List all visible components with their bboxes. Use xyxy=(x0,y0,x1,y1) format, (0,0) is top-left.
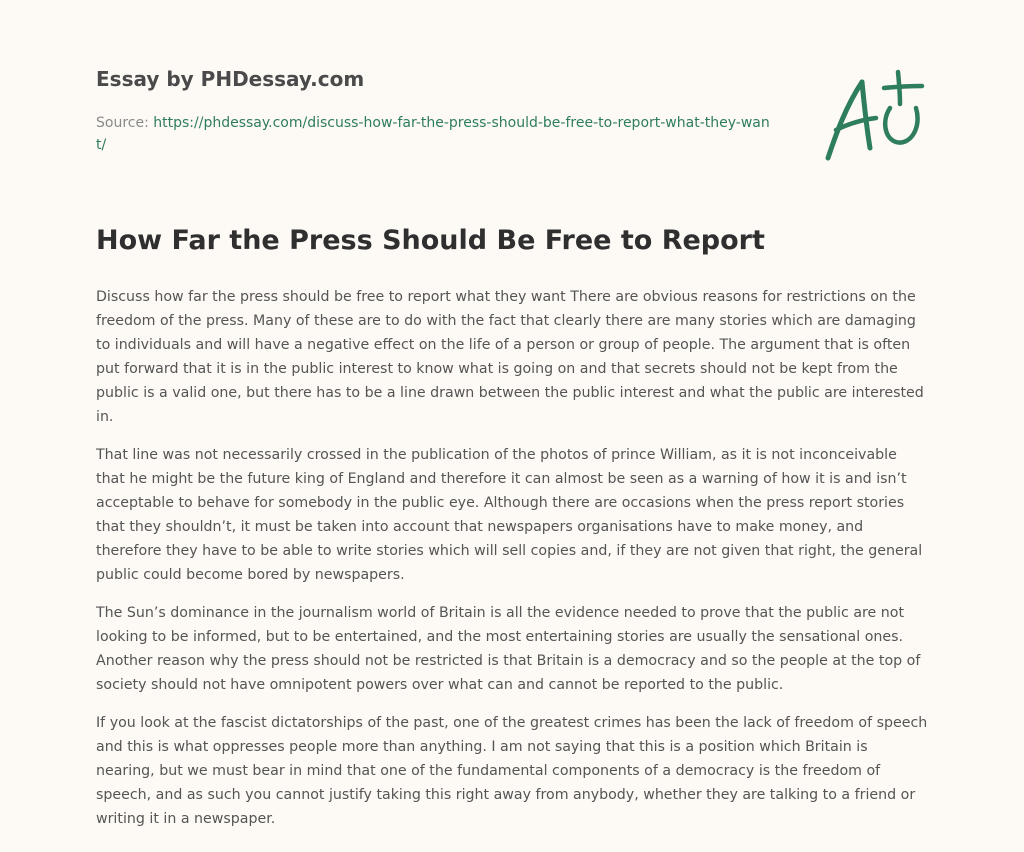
a-plus-logo-icon xyxy=(822,68,926,164)
paragraph: If you look at the fascist dictatorships of the past, one of the greatest crimes has been the lack of freedom of speech and this is what oppresses people more than anything. I am not saying that this is a position which Britain is nearing, but we must bear in mind that one of the fundamental components of a democracy is the freedom of speech, and as such you cannot justify taking this right away from anybody, whether they are talking to a friend or writing it in a newspaper. xyxy=(96,715,928,827)
source-link[interactable]: https://phdessay.com/discuss-how-far-the-press-should-be-free-to-report-what-they-want/ xyxy=(96,115,770,153)
source-line xyxy=(96,112,776,156)
article-title: How Far the Press Should Be Free to Report xyxy=(96,225,765,256)
paragraph: The Sun’s dominance in the journalism world of Britain is all the evidence needed to prove that the public are not looking to be informed, but to be entertained, and the most entertaining stories are usually the sensational ones. Another reason why the press should not be restricted is that Britain is a democracy and so the people at the top of society should not have omnipotent powers over what can and cannot be reported to the public. xyxy=(96,605,921,693)
source-label: Source: xyxy=(96,115,149,131)
paragraph: Discuss how far the press should be free to report what they want There are obvious reasons for restrictions on the freedom of the press. Many of these are to do with the fact that clearly there are many stories which are damaging to individuals and will have a negative effect on the life of a person or group of people. The argument that is often put forward that it is in the public interest to know what is going on and that secrets should not be kept from the public is a valid one, but there has to be a line drawn between the public interest and what the public are interested in. xyxy=(96,289,924,425)
brand-heading: Essay by PHDessay.com xyxy=(96,67,365,91)
paragraph: That line was not necessarily crossed in the publication of the photos of prince William, as it is not inconceivable that he might be the future king of England and therefore it can almost be seen as a warning of how it is and isn’t acceptable to behave for somebody in the public eye. Although there are occasions when the press report stories that they shouldn’t, it must be taken into account that newspapers organisations have to make money, and therefore they have to be able to write stories which will sell copies and, if they are not given that right, the general public could become bored by newspapers. xyxy=(96,447,923,583)
article-body xyxy=(96,285,928,845)
